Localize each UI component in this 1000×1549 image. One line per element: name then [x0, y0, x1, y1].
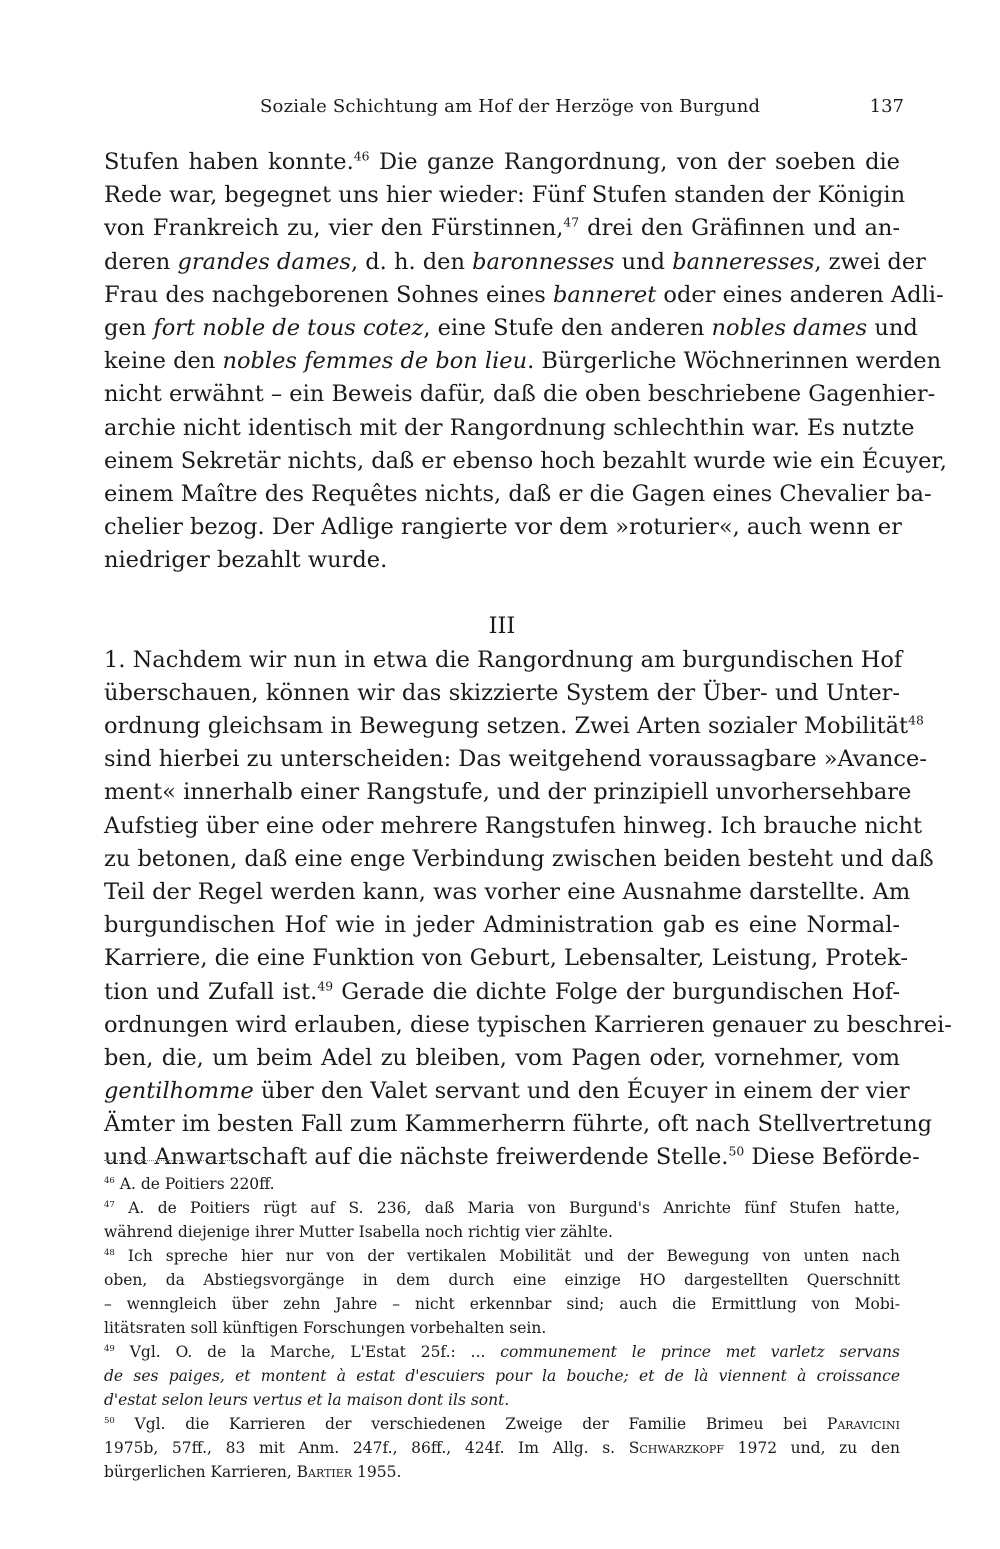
- text-line: Karriere, die eine Funktion von Geburt, Lebensalter, Leistung, Protek-: [104, 945, 908, 972]
- text-line: überschauen, können wir das skizzierte System der Über- und Unter-: [104, 679, 900, 706]
- running-head: Soziale Schichtung am Hof der Herzöge von Burgund: [260, 96, 761, 117]
- footnote-ref[interactable]: 50: [728, 1144, 745, 1159]
- footnote-46: $^{46}$ A. de Poitiers 220ff.: [104, 1175, 275, 1193]
- footnote-47: $^{47}$ A. de Poitiers rügt auf S. 236, daß Maria von Burgund's Anrichte fünf Stufen hatte,: [104, 1199, 900, 1217]
- footnote-ref[interactable]: 46: [353, 149, 370, 164]
- paragraph: [104, 146, 947, 577]
- footnote-48-cont: litätsraten soll künftigen Forschungen vorbehalten sein.: [104, 1319, 547, 1337]
- text-line: von Frankreich zu, vier den Fürstinnen,$^{47}$ drei den Gräfinnen und an-: [104, 215, 900, 242]
- footnote-49-cont: d'estat selon leurs vertus et la maison dont ils sont.: [104, 1391, 510, 1409]
- text-line: chelier bezog. Der Adlige rangierte vor dem »roturier«, auch wenn er: [104, 514, 902, 541]
- text-line: Rede war, begegnet uns hier wieder: Fünf Stufen standen der Königin: [104, 182, 906, 209]
- text-line: niedriger bezahlt wurde.: [104, 547, 388, 574]
- paragraph: [104, 644, 952, 1175]
- footnote-50-cont: bürgerlichen Karrieren, Bartier 1955.: [104, 1463, 402, 1481]
- text-line: nicht erwähnt – ein Beweis dafür, daß die oben beschriebene Gagenhier-: [104, 381, 936, 408]
- text-line: einem Maître des Requêtes nichts, daß er die Gagen eines Chevalier ba-: [104, 480, 932, 507]
- text-line: deren grandes dames, d. h. den baronnesses und banneresses, zwei der: [104, 248, 926, 275]
- footnotes: [104, 1172, 900, 1484]
- footnote-49: $^{49}$ Vgl. O. de la Marche, L'Estat 25f.: ... communement le prince met varletz servans: [104, 1343, 900, 1361]
- text-line: zu betonen, daß eine enge Verbindung zwischen beiden besteht und daß: [104, 845, 934, 872]
- footnote-49-cont: de ses paiges, et montent à estat d'escuiers pour la bouche; et de là viennent à croissance: [104, 1367, 900, 1385]
- section-heading: III: [488, 613, 516, 640]
- text-line: gen fort noble de tous cotez, eine Stufe den anderen nobles dames und: [104, 314, 918, 341]
- footnote-50-cont: 1975b, 57ff., 83 mit Anm. 247f., 86ff., 424f. Im Allg. s. Schwarzkopf 1972 und, zu den: [104, 1439, 900, 1457]
- text-line: sind hierbei zu unterscheiden: Das weitgehend voraussagbare »Avance-: [104, 746, 927, 773]
- footnote-48: $^{48}$ Ich spreche hier nur von der vertikalen Mobilität und der Bewegung von unten nach: [104, 1247, 900, 1265]
- text-line: ordnungen wird erlauben, diese typischen Karrieren genauer zu beschrei-: [104, 1011, 952, 1038]
- text-line: 1. Nachdem wir nun in etwa die Rangordnung am burgundischen Hof: [104, 646, 903, 673]
- page-number: 137: [869, 96, 904, 117]
- text-line: Ämter im besten Fall zum Kammerherrn führte, oft nach Stellvertretung: [104, 1111, 933, 1138]
- text-line: ordnung gleichsam in Bewegung setzen. Zwei Arten sozialer Mobilität$^{48}$: [104, 713, 924, 739]
- footnote-divider: [104, 1160, 254, 1161]
- text-line: burgundischen Hof wie in jeder Administration gab es eine Normal-: [104, 912, 900, 939]
- text-line: einem Sekretär nichts, daß er ebenso hoch bezahlt wurde wie ein Écuyer,: [104, 447, 947, 474]
- page-header: [104, 96, 904, 124]
- footnote-ref[interactable]: 47: [563, 215, 580, 230]
- text-line: ment« innerhalb einer Rangstufe, und der prinzipiell unvorhersehbare: [104, 779, 912, 806]
- text-line: Aufstieg über eine oder mehrere Rangstufen hinweg. Ich brauche nicht: [104, 812, 923, 839]
- footnote-48-cont: oben, da Abstiegsvorgänge in dem durch eine einzige HO dargestellten Querschnitt: [104, 1271, 900, 1289]
- footnote-ref[interactable]: 48: [908, 713, 924, 728]
- text-line: gentilhomme über den Valet servant und den Écuyer in einem der vier: [104, 1078, 910, 1105]
- text-line: und Anwartschaft auf die nächste freiwerdende Stelle.$^{50}$ Diese Beförde-: [104, 1144, 920, 1171]
- footnote-48-cont: – wenngleich über zehn Jahre – nicht erkennbar sind; auch die Ermittlung von Mobi-: [104, 1295, 900, 1313]
- footnote-ref[interactable]: 49: [317, 979, 334, 993]
- text-line: Frau des nachgeborenen Sohnes eines banneret oder eines anderen Adli-: [104, 281, 944, 308]
- footnote-50: $^{50}$ Vgl. die Karrieren der verschiedenen Zweige der Familie Brimeu bei Paravicini: [104, 1415, 900, 1433]
- text-line: keine den nobles femmes de bon lieu. Bürgerliche Wöchnerinnen werden: [104, 348, 942, 375]
- text-line: ben, die, um beim Adel zu bleiben, vom Pagen oder, vornehmer, vom: [104, 1044, 900, 1071]
- text-line: archie nicht identisch mit der Rangordnung schlechthin war. Es nutzte: [104, 414, 915, 441]
- text-line: Stufen haben konnte.$^{46}$ Die ganze Rangordnung, von der soeben die: [104, 149, 900, 175]
- text-line: tion und Zufall ist.$^{49}$ Gerade die dichte Folge der burgundischen Hof-: [104, 978, 900, 1005]
- main-text: [104, 146, 952, 1175]
- text-line: Teil der Regel werden kann, was vorher eine Ausnahme darstellte. Am: [104, 878, 911, 905]
- footnote-47-cont: während diejenige ihrer Mutter Isabella noch richtig vier zählte.: [104, 1223, 613, 1241]
